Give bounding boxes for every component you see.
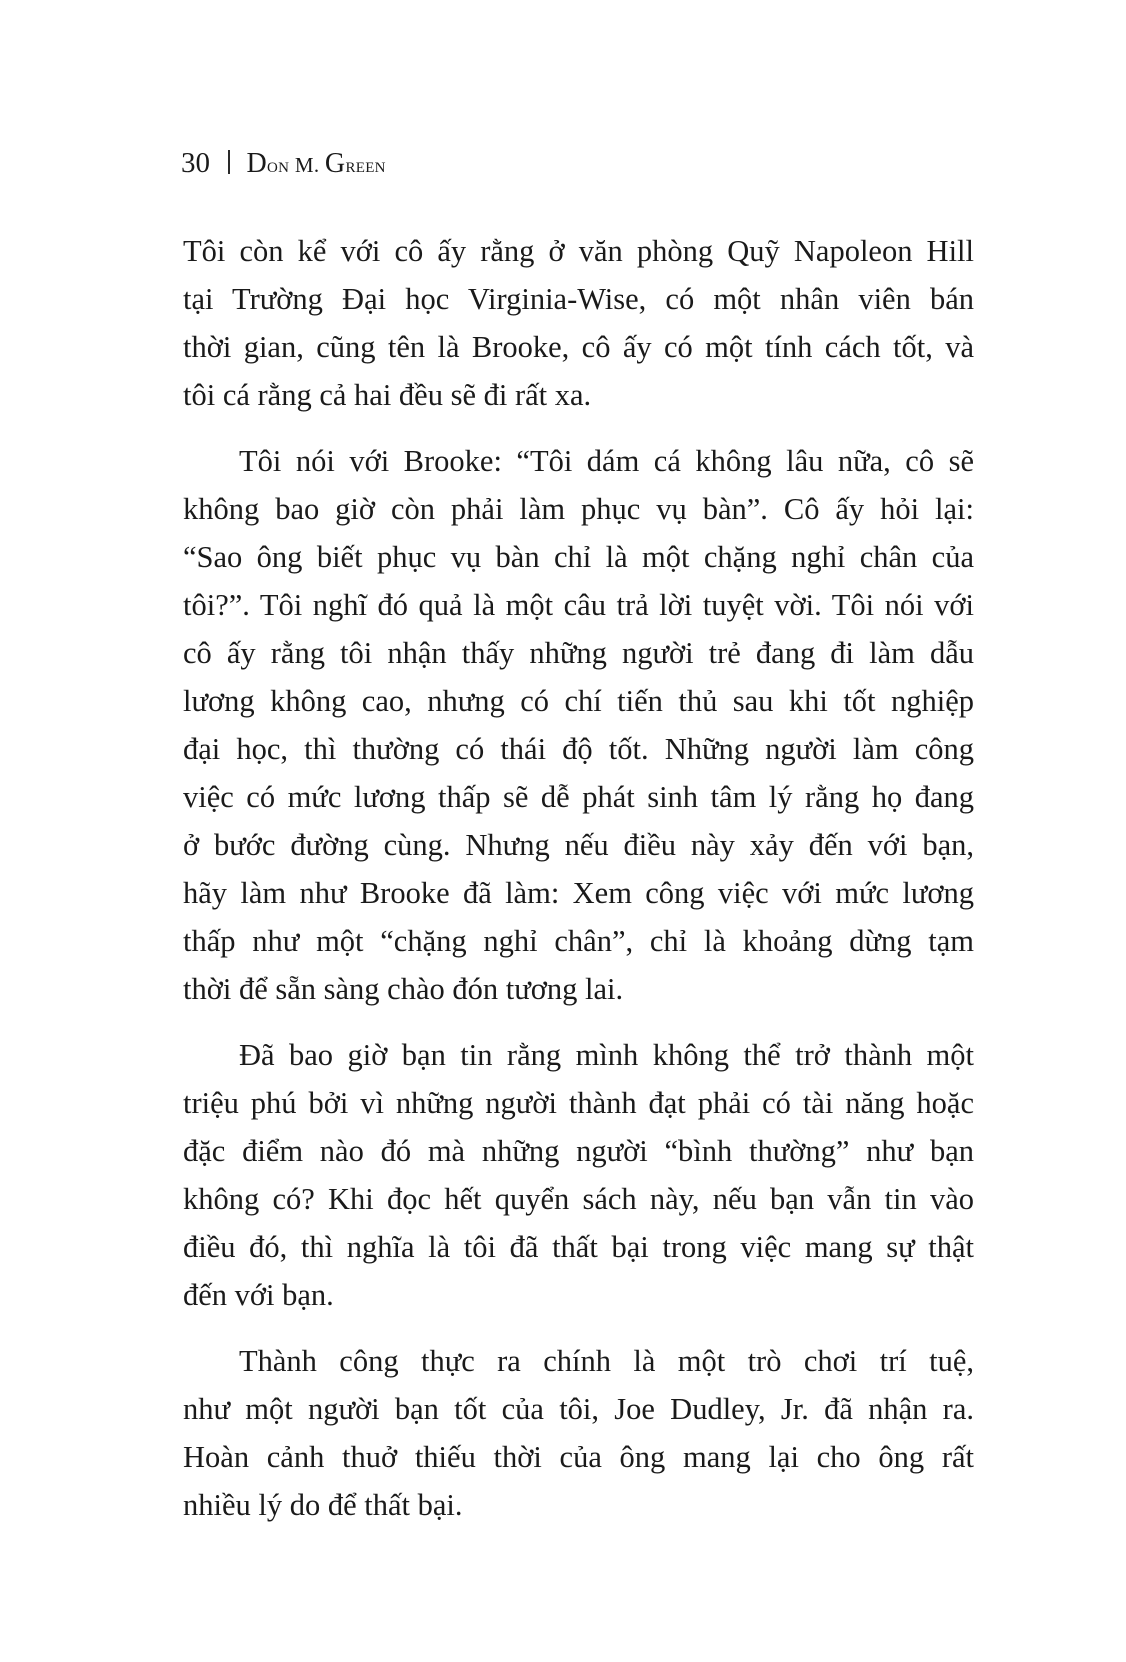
paragraph-4	[183, 1337, 974, 1529]
header-separator	[228, 150, 230, 174]
text-line: “Sao ông biết phục vụ bàn chỉ là một chặng nghỉ chân của	[183, 540, 974, 574]
text-line: hãy làm như Brooke đã làm: Xem công việc với mức lương	[183, 876, 974, 910]
running-head	[181, 146, 386, 185]
text-line: triệu phú bởi vì những người thành đạt phải có tài năng hoặc	[183, 1086, 974, 1120]
text-line: tại Trường Đại học Virginia-Wise, có một nhân viên bán	[183, 282, 974, 316]
author-name: Don M. Green	[246, 148, 386, 179]
text-line: Thành công thực ra chính là một trò chơi trí tuệ,	[239, 1344, 974, 1378]
text-line: Tôi còn kể với cô ấy rằng ở văn phòng Quỹ Napoleon Hill	[183, 234, 974, 268]
text-line: lương không cao, nhưng có chí tiến thủ sau khi tốt nghiệp	[183, 684, 974, 718]
paragraph-2	[183, 437, 974, 1013]
text-line: Đã bao giờ bạn tin rằng mình không thể trở thành một	[239, 1038, 974, 1072]
page-number: 30	[181, 147, 210, 179]
text-line: điều đó, thì nghĩa là tôi đã thất bại trong việc mang sự thật	[183, 1230, 974, 1264]
paragraph-1	[183, 227, 974, 419]
text-line: Hoàn cảnh thuở thiếu thời của ông mang lại cho ông rất	[183, 1440, 974, 1474]
text-line: thấp như một “chặng nghỉ chân”, chỉ là khoảng dừng tạm	[183, 924, 974, 958]
text-line: không có? Khi đọc hết quyển sách này, nếu bạn vẫn tin vào	[183, 1182, 974, 1216]
text-line: nhiều lý do để thất bại.	[183, 1488, 463, 1522]
text-line: Tôi nói với Brooke: “Tôi dám cá không lâu nữa, cô sẽ	[239, 444, 974, 478]
text-line: đại học, thì thường có thái độ tốt. Những người làm công	[183, 732, 974, 766]
text-line: cô ấy rằng tôi nhận thấy những người trẻ đang đi làm dẫu	[183, 636, 974, 670]
text-line: tôi?”. Tôi nghĩ đó quả là một câu trả lời tuyệt vời. Tôi nói với	[183, 588, 974, 622]
text-line: đặc điểm nào đó mà những người “bình thường” như bạn	[183, 1134, 974, 1168]
text-line: thời để sẵn sàng chào đón tương lai.	[183, 972, 624, 1006]
text-line: ở bước đường cùng. Nhưng nếu điều này xảy đến với bạn,	[183, 828, 974, 862]
text-line: tôi cá rằng cả hai đều sẽ đi rất xa.	[183, 378, 592, 412]
body-text	[183, 227, 974, 1547]
text-line: thời gian, cũng tên là Brooke, cô ấy có một tính cách tốt, và	[183, 330, 974, 364]
text-line: như một người bạn tốt của tôi, Joe Dudley, Jr. đã nhận ra.	[183, 1392, 974, 1426]
paragraph-3	[183, 1031, 974, 1319]
text-line: việc có mức lương thấp sẽ dễ phát sinh tâm lý rằng họ đang	[183, 780, 974, 814]
text-line: đến với bạn.	[183, 1278, 334, 1312]
text-line: không bao giờ còn phải làm phục vụ bàn”. Cô ấy hỏi lại:	[183, 492, 974, 526]
